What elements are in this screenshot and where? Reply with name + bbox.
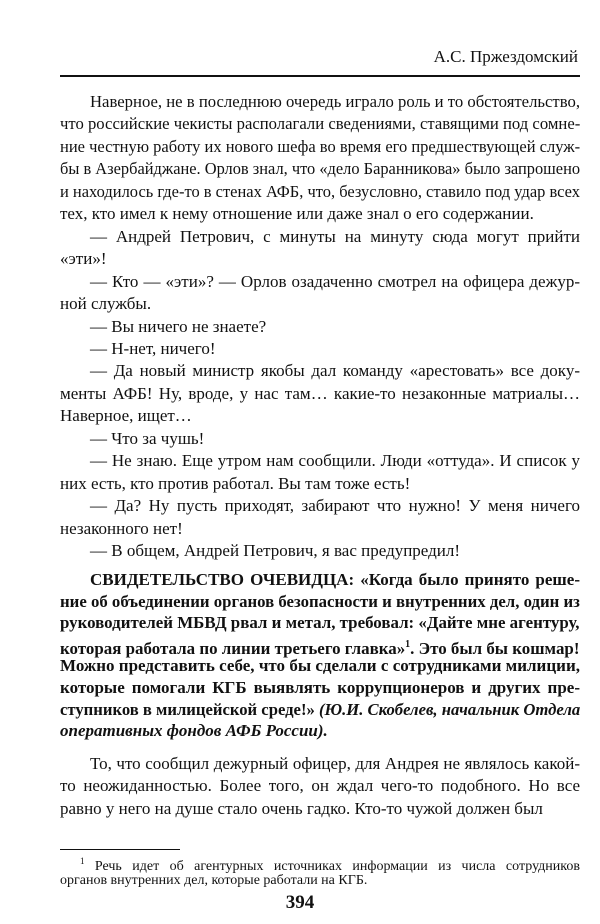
text-run: незаконного нет! xyxy=(60,518,183,538)
text-run: . Это был бы кошмар! xyxy=(410,638,580,658)
text-line xyxy=(60,136,581,158)
text-line xyxy=(60,677,580,699)
text-line xyxy=(60,383,580,405)
text-line xyxy=(60,405,580,427)
text-line xyxy=(60,473,580,495)
text-run: — Вы ничего не знаете? xyxy=(90,316,267,336)
text-run: — Не знаю. Еще утром нам сообщили. Люди «оттуда». И список у xyxy=(90,451,580,471)
footnote-rule xyxy=(60,849,180,850)
text-run: которые помогали КГБ выявлять коррупционеров и других пре- xyxy=(60,678,580,697)
page-number: 394 xyxy=(285,892,315,913)
text-line xyxy=(60,113,581,135)
text-line xyxy=(60,699,581,721)
footnote-reference: 1 xyxy=(405,638,411,650)
text-run: Наверное, ищет… xyxy=(60,406,192,426)
text-line xyxy=(90,540,580,562)
text-line xyxy=(60,181,580,203)
text-line xyxy=(90,428,580,450)
text-run: ступников в милицейской среде!» xyxy=(60,699,319,719)
text-run: ной службы. xyxy=(60,294,152,314)
text-run: То, что сообщил дежурный офицер, для Андрея не являлось какой- xyxy=(90,754,580,773)
text-line xyxy=(90,495,580,517)
text-run: — Да? Ну пусть приходят, забирают что нужно! У меня ничего xyxy=(90,496,580,516)
text-run: руководителей МБВД рвал и метал, требовал: «Дайте мне агентуру, xyxy=(60,613,580,633)
text-run: и находилось где-то в стенах АФБ, что, безусловно, ставило под удар всех xyxy=(60,181,580,201)
text-run: — Кто — «эти»? — Орлов озадаченно смотрел на офицера дежур- xyxy=(90,271,580,291)
text-run: оперативных фондов АФБ России). xyxy=(60,721,328,741)
text-run: них есть, кто против работал. Вы там тоже есть! xyxy=(60,473,411,493)
text-line xyxy=(90,316,580,338)
text-run: — Да новый министр якобы дал команду «арестовать» все доку- xyxy=(90,361,580,381)
text-run: — Андрей Петрович, с минуты на минуту сюда могут прийти xyxy=(90,226,580,246)
text-line xyxy=(60,775,580,797)
text-line xyxy=(60,591,580,613)
text-run: то неожиданностью. Более того, он ждал чего-то подобного. Но все xyxy=(60,776,580,796)
text-line xyxy=(90,450,580,472)
text-line xyxy=(60,248,580,270)
text-line xyxy=(60,158,581,180)
text-line xyxy=(90,360,580,382)
text-run: «эти»! xyxy=(60,249,107,269)
text-run: — Что за чушь! xyxy=(90,428,205,448)
text-run: Наверное, не в последнюю очередь играло роль и то обстоятельство, xyxy=(90,92,581,111)
text-line xyxy=(60,518,580,540)
header-rule xyxy=(60,75,580,77)
text-line xyxy=(60,798,580,820)
text-run: (Ю.И. Скобелев, начальник Отдела xyxy=(318,699,581,719)
text-run: — Н-нет, ничего! xyxy=(90,338,216,358)
footnote-text: Речь идет об агентурных источниках информации из числа сотрудников xyxy=(94,859,580,874)
text-run: тех, кто имел к нему отношение или даже знал о его содержании. xyxy=(60,204,534,224)
text-line xyxy=(90,569,580,591)
text-line xyxy=(60,655,580,677)
text-line xyxy=(90,226,580,248)
text-line xyxy=(60,293,580,315)
text-run: СВИДЕТЕЛЬСТВО ОЧЕВИДЦА: «Когда было принято реше- xyxy=(90,570,580,589)
footnote-marker: 1 xyxy=(80,856,85,866)
text-run: Можно представить себе, что бы сделали с сотрудниками милиции, xyxy=(60,656,580,676)
text-run: бы в Азербайджане. Орлов знал, что «дело Баранникова» было запрошено xyxy=(60,159,581,179)
text-line xyxy=(90,753,580,775)
text-run: ние честную работу их нового шефа во время его предшествующей служ- xyxy=(60,136,581,156)
text-line xyxy=(90,338,580,360)
text-line xyxy=(90,271,580,293)
text-run: ние об объединении органов безопасности и внутренних дел, один из xyxy=(60,591,580,611)
running-header-author: А.С. Пржездомский xyxy=(433,47,578,66)
text-run: что российские чекисты располагали сведениями, ставящими под сомне- xyxy=(60,114,581,134)
text-line xyxy=(90,91,581,113)
text-run: — В общем, Андрей Петрович, я вас предупредил! xyxy=(90,541,461,560)
text-line xyxy=(60,612,580,634)
text-line xyxy=(60,203,580,225)
text-run: которая работала по линии третьего главка» xyxy=(60,638,406,658)
text-run: равно у него на душе стало очень гадко. Кто-то чужой должен был xyxy=(60,798,543,818)
text-run: менты АФБ! Ну, вроде, у нас там… какие-то незаконные матриалы… xyxy=(60,383,580,403)
text-line xyxy=(60,720,580,742)
footnote-line-2: органов внутренних дел, которые работали на КГБ. xyxy=(60,873,368,888)
